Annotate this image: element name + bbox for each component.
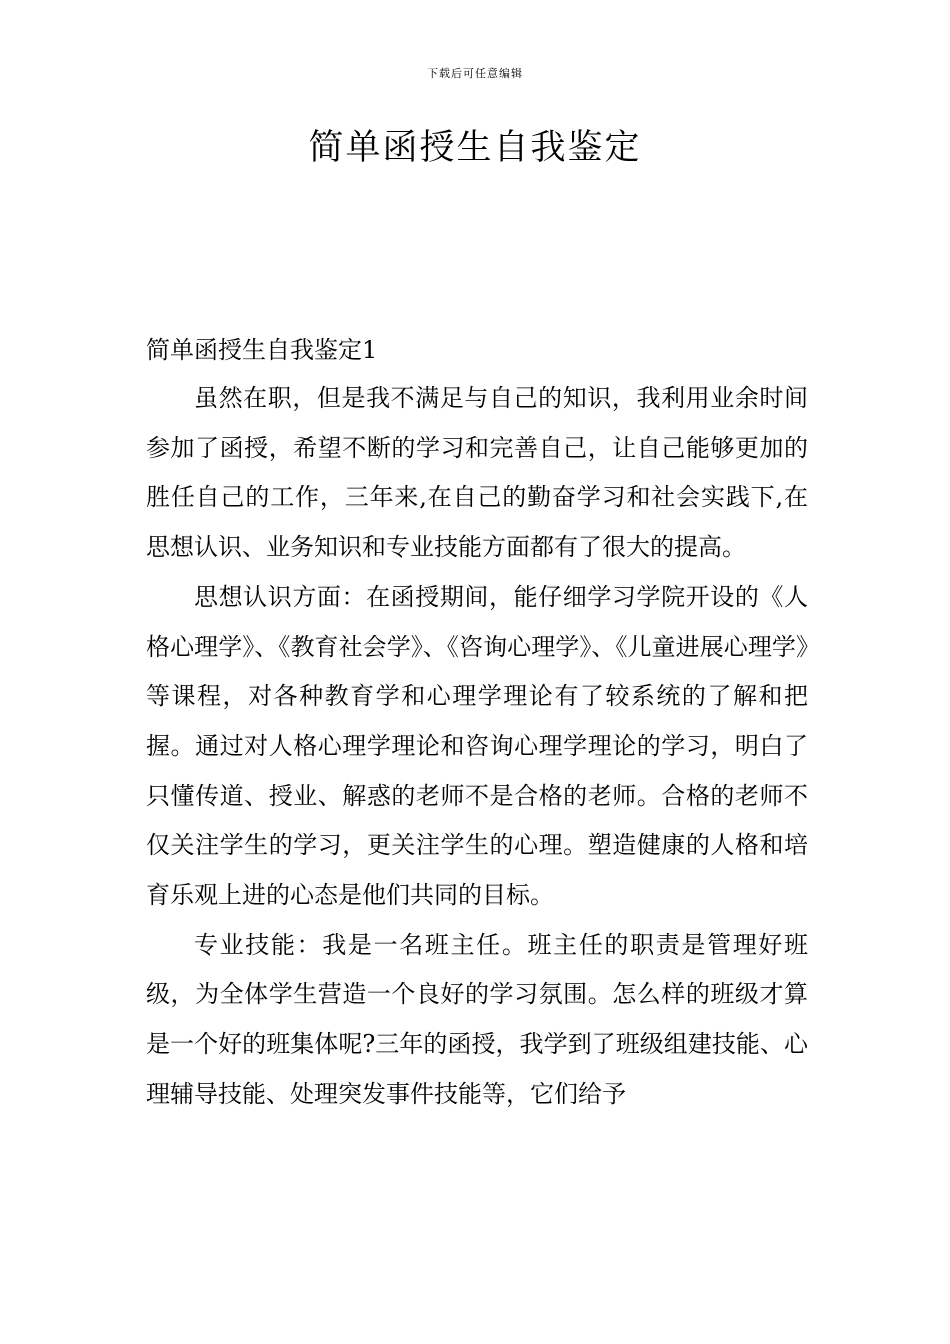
document-body [146,374,808,1120]
section-heading: 简单函授生自我鉴定1 [146,336,378,364]
paragraph-intro: 虽然在职，但是我不满足与自己的知识，我利用业余时间参加了函授，希望不断的学习和完善自己，让自己能够更加的胜任自己的工作，三年来,在自己的勤奋学习和社会实践下,在思想认识、业务知识和专业技能方面都有了很大的提高。 [146,384,808,562]
header-note: 下载后可任意编辑 [427,67,523,80]
paragraph-professional-skills: 专业技能：我是一名班主任。班主任的职责是管理好班级，为全体学生营造一个良好的学习氛围。怎么样的班级才算是一个好的班集体呢?三年的函授，我学到了班级组建技能、心理辅导技能、处理突发事件技能等，它们给予 [146,930,808,1108]
paragraph-ideological-understanding: 思想认识方面：在函授期间，能仔细学习学院开设的《人格心理学》、《教育社会学》、《咨询心理学》、《儿童进展心理学》等课程，对各种教育学和心理学理论有了较系统的了解和把握。通过对人格心理学理论和咨询心理学理论的学习，明白了只懂传道、授业、解惑的老师不是合格的老师。合格的老师不仅关注学生的学习，更关注学生的心理。塑造健康的人格和培育乐观上进的心态是他们共同的目标。 [146,582,808,910]
document-title: 简单函授生自我鉴定 [308,128,642,168]
